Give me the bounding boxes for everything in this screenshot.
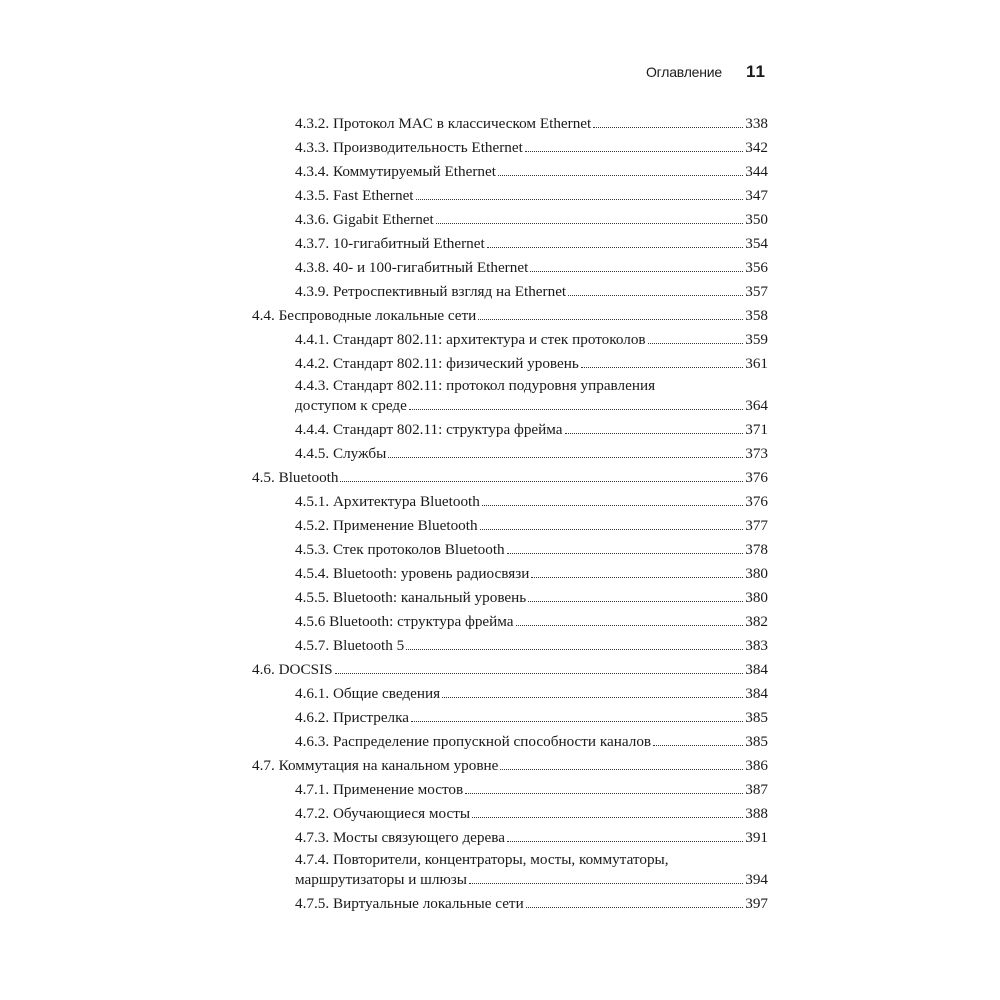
toc-entry-label-continued: маршрутизаторы и шлюзы bbox=[295, 871, 468, 888]
toc-entry-label-continued: доступом к среде bbox=[295, 397, 407, 414]
toc-entry[interactable] bbox=[252, 112, 768, 136]
toc-entry[interactable] bbox=[252, 538, 768, 562]
toc-entry[interactable] bbox=[252, 256, 768, 280]
toc-entry-page: 354 bbox=[745, 235, 768, 252]
toc-entry[interactable] bbox=[252, 490, 768, 514]
toc-entry-label: 4.3.4. Коммутируемый Ethernet bbox=[295, 163, 496, 180]
toc-entry-page: 356 bbox=[745, 259, 768, 276]
toc-entry[interactable] bbox=[252, 850, 768, 892]
toc-entry-page: 380 bbox=[745, 565, 768, 582]
dot-leader bbox=[581, 367, 743, 368]
dot-leader bbox=[482, 505, 743, 506]
toc-entry-label: 4.7.5. Виртуальные локальные сети bbox=[295, 895, 524, 912]
toc-entry-page: 358 bbox=[745, 307, 768, 324]
dot-leader bbox=[525, 151, 743, 152]
toc-entry-page: 371 bbox=[745, 421, 768, 438]
toc-entry-label: 4.4.1. Стандарт 802.11: архитектура и стек протоколов bbox=[295, 331, 646, 348]
toc-entry[interactable] bbox=[252, 754, 768, 778]
toc-entry[interactable] bbox=[252, 514, 768, 538]
toc-entry[interactable] bbox=[252, 610, 768, 634]
toc-entry[interactable] bbox=[252, 136, 768, 160]
dot-leader bbox=[411, 721, 743, 722]
toc-entry[interactable] bbox=[252, 466, 768, 490]
toc-entry[interactable] bbox=[252, 160, 768, 184]
dot-leader bbox=[442, 697, 743, 698]
toc-entry-label: 4.4.5. Службы bbox=[295, 445, 387, 462]
dot-leader bbox=[416, 199, 744, 200]
toc-entry[interactable] bbox=[252, 280, 768, 304]
toc-entry-page: 388 bbox=[745, 805, 768, 822]
page-number: 11 bbox=[746, 62, 766, 81]
toc-entry[interactable] bbox=[252, 706, 768, 730]
toc-entry-page: 384 bbox=[745, 661, 768, 678]
toc-entry-label: 4.7.4. Повторители, концентраторы, мосты, коммутаторы, bbox=[295, 851, 669, 868]
toc-entry-label: 4.5.4. Bluetooth: уровень радиосвязи bbox=[295, 565, 530, 582]
toc-entry-label: 4.4.2. Стандарт 802.11: физический уровень bbox=[295, 355, 579, 372]
toc-entry-page: 364 bbox=[745, 397, 768, 414]
toc-entry-label: 4.3.5. Fast Ethernet bbox=[295, 187, 414, 204]
toc-entry-page: 342 bbox=[745, 139, 768, 156]
toc-entry-label: 4.5.2. Применение Bluetooth bbox=[295, 517, 478, 534]
dot-leader bbox=[472, 817, 743, 818]
toc-entry-page: 394 bbox=[745, 871, 768, 888]
toc-entry-label: 4.4. Беспроводные локальные сети bbox=[252, 307, 477, 324]
toc-entry-page: 357 bbox=[745, 283, 768, 300]
toc-entry[interactable] bbox=[252, 586, 768, 610]
toc-entry-label: 4.7. Коммутация на канальном уровне bbox=[252, 757, 499, 774]
toc-entry[interactable] bbox=[252, 418, 768, 442]
toc-entry-label: 4.3.7. 10-гигабитный Ethernet bbox=[295, 235, 485, 252]
toc-entry-label: 4.5.5. Bluetooth: канальный уровень bbox=[295, 589, 527, 606]
toc-entry-page: 359 bbox=[745, 331, 768, 348]
toc-entry[interactable] bbox=[252, 778, 768, 802]
dot-leader bbox=[516, 625, 744, 626]
toc-entry-label: 4.3.8. 40- и 100-гигабитный Ethernet bbox=[295, 259, 529, 276]
toc-entry[interactable] bbox=[252, 892, 768, 916]
toc-entry-label: 4.7.2. Обучающиеся мосты bbox=[295, 805, 471, 822]
toc-entry[interactable] bbox=[252, 304, 768, 328]
dot-leader bbox=[335, 673, 744, 674]
dot-leader bbox=[465, 793, 743, 794]
dot-leader bbox=[531, 577, 743, 578]
toc-entry[interactable] bbox=[252, 682, 768, 706]
toc-entry-label: 4.6.2. Пристрелка bbox=[295, 709, 410, 726]
toc-entry-label: 4.3.2. Протокол MAC в классическом Ethernet bbox=[295, 115, 592, 132]
dot-leader bbox=[409, 409, 743, 410]
toc-entry-page: 384 bbox=[745, 685, 768, 702]
toc-entry-label: 4.3.9. Ретроспективный взгляд на Ethernet bbox=[295, 283, 567, 300]
toc-entry-page: 383 bbox=[745, 637, 768, 654]
toc-entry-page: 387 bbox=[745, 781, 768, 798]
running-head bbox=[646, 62, 766, 82]
toc-entry[interactable] bbox=[252, 376, 768, 418]
toc-entry-page: 347 bbox=[745, 187, 768, 204]
toc-entry-page: 385 bbox=[745, 709, 768, 726]
toc-entry[interactable] bbox=[252, 352, 768, 376]
toc-entry-page: 376 bbox=[745, 493, 768, 510]
toc-entry-label: 4.5. Bluetooth bbox=[252, 469, 339, 486]
table-of-contents bbox=[252, 112, 768, 916]
dot-leader bbox=[526, 907, 744, 908]
toc-entry[interactable] bbox=[252, 826, 768, 850]
toc-entry[interactable] bbox=[252, 328, 768, 352]
toc-entry-page: 377 bbox=[745, 517, 768, 534]
toc-entry[interactable] bbox=[252, 802, 768, 826]
toc-entry-page: 391 bbox=[745, 829, 768, 846]
dot-leader bbox=[565, 433, 744, 434]
dot-leader bbox=[478, 319, 743, 320]
toc-entry-page: 338 bbox=[745, 115, 768, 132]
toc-entry-page: 376 bbox=[745, 469, 768, 486]
toc-entry-page: 386 bbox=[745, 757, 768, 774]
dot-leader bbox=[388, 457, 743, 458]
toc-entry-label: 4.5.1. Архитектура Bluetooth bbox=[295, 493, 480, 510]
dot-leader bbox=[530, 271, 743, 272]
toc-entry-label: 4.6.3. Распределение пропускной способности каналов bbox=[295, 733, 652, 750]
toc-entry-page: 397 bbox=[745, 895, 768, 912]
dot-leader bbox=[507, 553, 744, 554]
dot-leader bbox=[593, 127, 743, 128]
dot-leader bbox=[500, 769, 743, 770]
toc-entry-label: 4.3.6. Gigabit Ethernet bbox=[295, 211, 434, 228]
toc-entry-label: 4.5.3. Стек протоколов Bluetooth bbox=[295, 541, 505, 558]
toc-entry-label: 4.6. DOCSIS bbox=[252, 661, 333, 678]
toc-entry-label: 4.4.3. Стандарт 802.11: протокол подуровня управления bbox=[295, 377, 656, 394]
toc-entry-page: 350 bbox=[745, 211, 768, 228]
toc-entry[interactable] bbox=[252, 658, 768, 682]
toc-entry-page: 378 bbox=[745, 541, 768, 558]
toc-entry-label: 4.4.4. Стандарт 802.11: структура фрейма bbox=[295, 421, 563, 438]
toc-entry-page: 344 bbox=[745, 163, 768, 180]
toc-entry[interactable] bbox=[252, 562, 768, 586]
toc-entry-label: 4.7.3. Мосты связующего дерева bbox=[295, 829, 505, 846]
toc-entry[interactable] bbox=[252, 442, 768, 466]
toc-entry-label: 4.6.1. Общие сведения bbox=[295, 685, 441, 702]
dot-leader bbox=[568, 295, 743, 296]
dot-leader bbox=[648, 343, 744, 344]
toc-entry-label: 4.5.7. Bluetooth 5 bbox=[295, 637, 405, 654]
toc-entry-page: 385 bbox=[745, 733, 768, 750]
dot-leader bbox=[507, 841, 743, 842]
running-title: Оглавление bbox=[645, 64, 723, 80]
dot-leader bbox=[653, 745, 743, 746]
toc-entry[interactable] bbox=[252, 730, 768, 754]
toc-entry-page: 382 bbox=[745, 613, 768, 630]
toc-entry-label: 4.5.6 Bluetooth: структура фрейма bbox=[295, 613, 514, 630]
dot-leader bbox=[406, 649, 743, 650]
dot-leader bbox=[480, 529, 744, 530]
dot-leader bbox=[436, 223, 743, 224]
toc-entry-page: 373 bbox=[745, 445, 768, 462]
dot-leader bbox=[528, 601, 743, 602]
toc-entry[interactable] bbox=[252, 232, 768, 256]
toc-entry-page: 380 bbox=[745, 589, 768, 606]
toc-entry[interactable] bbox=[252, 634, 768, 658]
toc-entry-label: 4.3.3. Производительность Ethernet bbox=[295, 139, 523, 156]
toc-entry[interactable] bbox=[252, 208, 768, 232]
dot-leader bbox=[487, 247, 743, 248]
dot-leader bbox=[340, 481, 743, 482]
toc-entry[interactable] bbox=[252, 184, 768, 208]
dot-leader bbox=[469, 883, 743, 884]
toc-entry-label: 4.7.1. Применение мостов bbox=[295, 781, 464, 798]
dot-leader bbox=[498, 175, 743, 176]
toc-entry-page: 361 bbox=[745, 355, 768, 372]
